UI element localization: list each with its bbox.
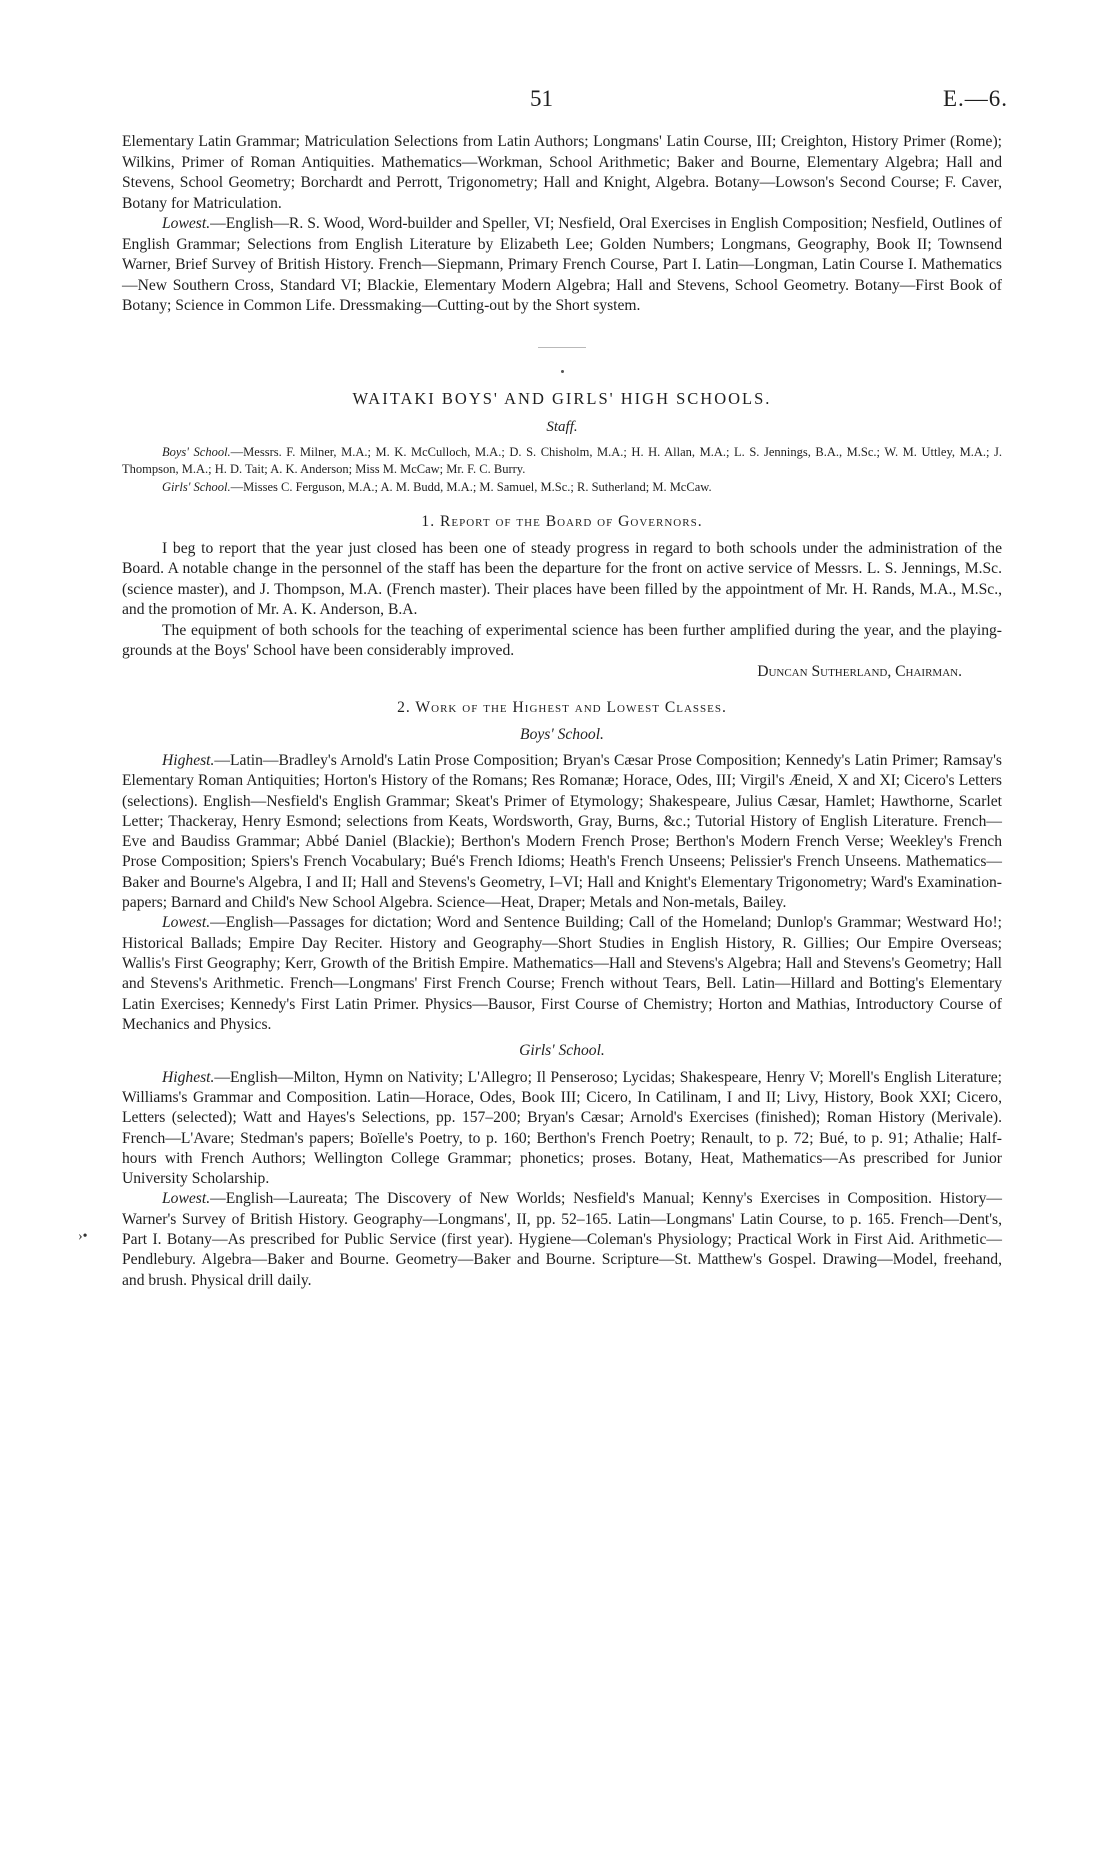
girls-staff [122, 479, 1002, 497]
page-number: 51 [530, 86, 553, 111]
staff-list [122, 444, 1002, 497]
girls-school-heading: Girls' School. [519, 1042, 605, 1060]
girls-lowest [122, 1189, 1002, 1290]
margin-mark-icon: ›• [78, 1229, 88, 1244]
page-header [0, 86, 1114, 116]
girls-highest-label: Highest. [162, 1068, 215, 1086]
girls-highest-text: —English—Milton, Hymn on Nativity; L'Allegro; Il Penseroso; Lycidas; Shakespeare, Henry V; Morell's English Literature; Williams's Grammar and Composition. Latin—Horace, Odes, Book III; Cicero, In Catilinam, I and II; Livy, History, Book XXI; Cicero, Letters (selected); Watt and Hayes's Selections, pp. 157–200; Bryan's Cæsar; Arnold's Exercises (finished); Roman History (Merivale). French—L'Avare; Stedman's papers; Boïelle's Poetry, to p. 160; Berthon's French Poetry; Renault, to p. 72; Bué, to p. 91; Athalie; Half-hours with French Authors; Wellington College Grammar; phonetics; proses. Botany, Heat, Mathematics—As prescribed for Junior University Scholarship. [122, 1068, 1002, 1188]
girls-staff-names: —Misses C. Ferguson, M.A.; A. M. Budd, M.A.; M. Samuel, M.Sc.; R. Sutherland; M. McCaw. [230, 479, 712, 494]
page-reference: E.—6. [942, 86, 1008, 111]
boys-staff-label: Boys' School. [162, 444, 231, 459]
girls-highest [122, 1068, 1002, 1190]
boys-highest [122, 751, 1002, 913]
boys-staff-names: —Messrs. F. Milner, M.A.; M. K. McCulloch, M.A.; D. S. Chisholm, M.A.; H. H. Allan, M.A.; L. S. Jennings, B.A., M.Sc.; W. M. Uttley, M.A.; J. Thompson, M.A.; H. D. Tait; A. K. Anderson; Miss M. McCaw; Mr. F. C. Burry. [122, 444, 1002, 476]
report-signature: Duncan Sutherland, Chairman. [757, 662, 962, 680]
girls-lowest-label: Lowest. [162, 1190, 211, 1208]
girls-staff-label: Girls' School. [162, 479, 231, 494]
body-column [122, 132, 1002, 1291]
work-heading: 2. Work of the Highest and Lowest Classes. [397, 699, 727, 716]
staff-heading: Staff. [546, 419, 578, 435]
previous-school-continuation: Elementary Latin Grammar; Matriculation Selections from Latin Authors; Longmans' Latin Course, III; Creighton, History Primer (Rome); Wilkins, Primer of Roman Antiquities. Mathematics—Workman, School Arithmetic; Baker and Bourne, Elementary Algebra; Hall and Stevens, School Geometry; Borchardt and Perrott, Trigonometry; Hall and Knight, Algebra. Botany—Lowson's Second Course; F. Caver, Botany for Matriculation. [122, 133, 1002, 212]
boys-school-heading: Boys' School. [520, 725, 604, 743]
report-heading: 1. Report of the Board of Governors. [421, 513, 703, 530]
boys-lowest [122, 913, 1002, 1035]
boys-lowest-text: —English—Passages for dictation; Word and Sentence Building; Call of the Homeland; Dunlop's Grammar; Westward Ho!; Historical Ballads; Empire Day Reciter. History and Geography—Short Studies in English History, R. Gillies; Our Empire Overseas; Wallis's First Geography; Kerr, Growth of the British Empire. Mathematics—Hall and Stevens's Algebra; Hall and Stevens's Geometry; Hall and Stevens's Arithmetic. French—Longmans' First French Course; French without Tears, Bell. Latin—Hillard and Botting's Elementary Latin Exercises; Kennedy's First Latin Primer. Physics—Bausor, First Course of Chemistry; Horton and Mathias, Introductory Course of Mechanics and Physics. [122, 914, 1002, 1033]
boys-lowest-label: Lowest. [162, 914, 211, 932]
report-paragraph-2: The equipment of both schools for the teaching of experimental science has been further amplified during the year, and the playing-grounds at the Boys' School have been considerably improved. [122, 621, 1002, 659]
boys-staff [122, 444, 1002, 479]
lowest-label: Lowest. [162, 215, 211, 232]
boys-highest-label: Highest. [162, 752, 215, 769]
divider-dot [561, 370, 564, 373]
report-paragraph-1: I beg to report that the year just closed has been one of steady progress in regard to both schools under the administration of the Board. A notable change in the personnel of the staff has been the departure for the front on active service of Messrs. L. S. Jennings, M.Sc. (science master), and J. Thompson, M.A. (French master). Their places have been filled by the appointment of Mr. H. Rands, M.A., M.Sc., and the promotion of Mr. A. K. Anderson, B.A. [122, 539, 1002, 618]
school-title: WAITAKI BOYS' AND GIRLS' HIGH SCHOOLS. [352, 388, 772, 408]
previous-school-lowest [122, 214, 1002, 317]
lowest-text: —English—R. S. Wood, Word-builder and Speller, VI; Nesfield, Oral Exercises in English Composition; Nesfield, Outlines of English Grammar; Selections from English Literature by Elizabeth Lee; Golden Numbers; Longmans, Geography, Book II; Townsend Warner, Brief Survey of British History. French—Siepmann, Primary French Course, Part I. Latin—Longman, Latin Course I. Mathematics—New Southern Cross, Standard VI; Blackie, Elementary Modern Algebra; Hall and Stevens, School Geometry. Botany—First Book of Botany; Science in Common Life. Dressmaking—Cutting-out by the Short system. [122, 215, 1002, 314]
section-divider [538, 347, 586, 348]
girls-lowest-text: —English—Laureata; The Discovery of New Worlds; Nesfield's Manual; Kenny's Exercises in Composition. History—Warner's Survey of British History. Geography—Longmans', II, pp. 52–165. Latin—Longmans' Latin Course, to p. 165. French—Dent's, Part I. Botany—As prescribed for Public Service (first year). Hygiene—Coleman's Physiology; Practical Work in First Aid. Arithmetic—Pendlebury. Algebra—Baker and Bourne. Geometry—Baker and Bourne. Scripture—St. Matthew's Gospel. Drawing—Model, freehand, and brush. Physical drill daily. [122, 1190, 1002, 1289]
boys-highest-text: —Latin—Bradley's Arnold's Latin Prose Composition; Bryan's Cæsar Prose Composition; Kennedy's Latin Primer; Ramsay's Elementary Roman Antiquities; Horton's History of the Romans; Res Romanæ; Horace, Odes, III; Virgil's Æneid, X and XI; Cicero's Letters (selections). English—Nesfield's English Grammar; Skeat's Primer of Etymology; Shakespeare, Julius Cæsar, Hamlet; Hawthorne, Scarlet Letter; Thackeray, Henry Esmond; selections from Keats, Wordsworth, Gray, Burns, &c.; Tutorial History of English Literature. French—Eve and Baudiss Grammar; Abbé Daniel (Blackie); Berthon's Modern French Prose; Berthon's Modern French Verse; Weekley's French Prose Composition; Spiers's French Vocabulary; Bué's French Idioms; Heath's French Unseens; Pelissier's French Unseens. Mathematics—Baker and Bourne's Algebra, I and II; Hall and Stevens's Geometry, I–VI; Hall and Knight's Elementary Trigonometry; Ward's Examination-papers; Barnard and Child's New School Algebra. Science—Heat, Draper; Metals and Non-metals, Bailey. [122, 752, 1002, 912]
